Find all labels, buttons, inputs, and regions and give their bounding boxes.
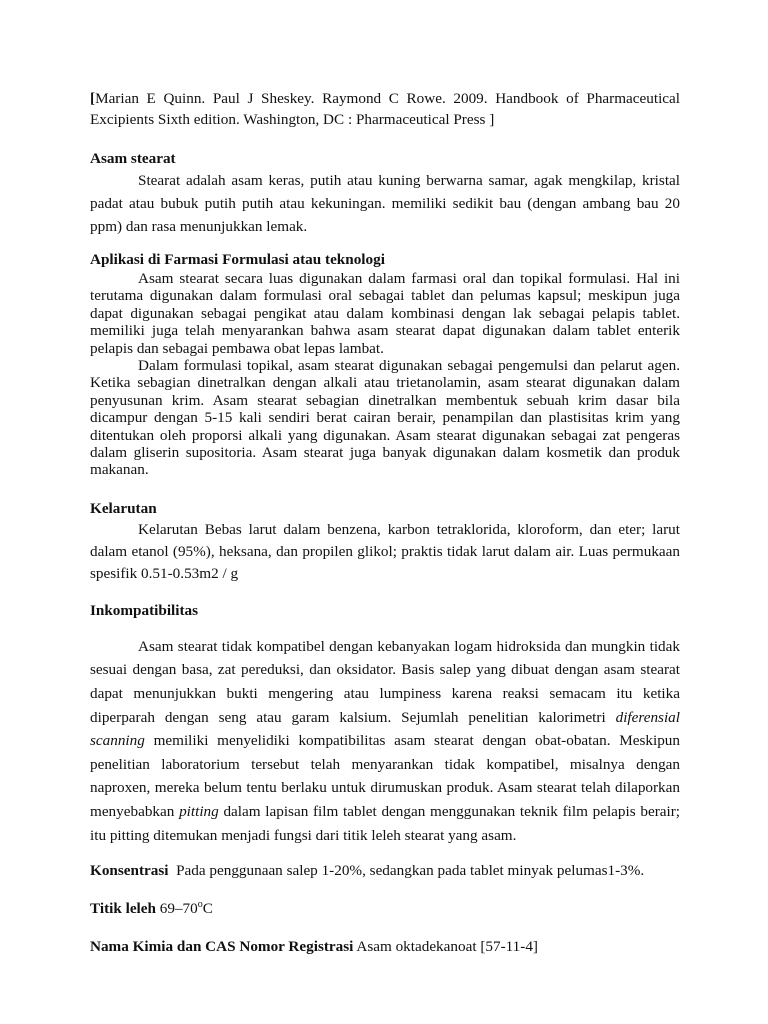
konsentrasi-value: Pada penggunaan salep 1-20%, sedangkan pada tablet minyak pelumas1-3%. [168,862,645,880]
inkompatibilitas-italic-2: pitting [179,803,219,821]
citation-text: Marian E Quinn. Paul J Sheskey. Raymond C Rowe. 2009. Handbook of Pharmaceutical Excipients Sixth edition. Washington, DC : Pharmaceutical Press ] [90,90,680,128]
document-page [90,88,680,957]
inkompatibilitas-text-1: Asam stearat tidak kompatibel dengan kebanyakan logam hidroksida dan mungkin tidak sesuai dengan basa, zat pereduksi, dan oksidator. Basis salep yang dibuat dengan asam stearat dapat menunjukkan bukti mengering atau lumpiness karena reaksi semacam itu ketika diperparah dengan seng atau garam kalsium. Sejumlah penelitian kalorimetri [90,637,680,726]
inkompatibilitas-italic-1: diferensial scanning [90,708,680,750]
section-asam-stearat [90,148,680,238]
titik-leleh-unit: C [202,900,213,918]
body-kelarutan: Kelarutan Bebas larut dalam benzena, karbon tetraklorida, kloroform, dan eter; larut dalam etanol (95%), heksana, dan propilen glikol; praktis tidak larut dalam air. Luas permukaan spesifik 0.51-0.53m2 / g [90,520,680,582]
nama-kimia-line [90,936,680,957]
heading-inkompatibilitas: Inkompatibilitas [90,601,199,619]
citation-bracket: [ [90,90,96,107]
section-aplikasi [90,249,680,479]
section-inkompatibilitas [90,600,680,847]
body-inkompatibilitas [90,635,680,847]
titik-leleh-label: Titik leleh [90,900,156,918]
nama-kimia-value: Asam oktadekanoat [57-11-4] [353,938,538,956]
body-aplikasi-para1: Asam stearat secara luas digunakan dalam farmasi oral dan topikal formulasi. Hal ini terutama digunakan dalam formulasi oral sebagai tablet dan pelumas kapsul; meskipun juga dapat digunakan sebagai pengikat atau dalam kombinasi dengan lak sebagai pelapis tablet. memiliki juga telah menyarankan bahwa asam stearat dapat digunakan dalam tablet enterik pelapis dan sebagai pembawa obat lepas lambat. [90,270,680,357]
heading-aplikasi: Aplikasi di Farmasi Formulasi atau teknologi [90,251,385,268]
body-asam-stearat: Stearat adalah asam keras, putih atau kuning berwarna samar, agak mengkilap, kristal padat atau bubuk putih putih atau kekuningan. memiliki sedikit bau (dengan ambang bau 20 ppm) dan rasa menunjukkan lemak. [90,172,680,235]
nama-kimia-label: Nama Kimia dan CAS Nomor Registrasi [90,938,354,956]
heading-asam-stearat: Asam stearat [90,150,176,167]
heading-kelarutan: Kelarutan [90,499,157,517]
section-kelarutan [90,498,680,585]
titik-leleh-value: 69–70 [155,900,198,918]
konsentrasi-line [90,860,680,881]
inkompatibilitas-text-3: dalam lapisan film tablet dengan menggunakan teknik film pelapis berair; itu pitting ditemukan menjadi fungsi dari titik leleh stearat yang asam. [90,803,680,844]
konsentrasi-label: Konsentrasi [90,862,169,880]
citation [90,88,680,130]
inkompatibilitas-text-2: memiliki menyelidiki kompatibilitas asam stearat dengan obat-obatan. Meskipun penelitian laboratorium tersebut telah menyarankan tidak kompatibel, misalnya dengan naproxen, mereka belum tentu berlaku untuk dirumuskan produk. Asam stearat telah dilaporkan menyebabkan [90,732,680,821]
body-aplikasi-para2: Dalam formulasi topikal, asam stearat digunakan sebagai pengemulsi dan pelarut agen. Ketika sebagian dinetralkan dengan alkali atau trietanolamin, asam stearat digunakan dalam penyusunan krim. Asam stearat sebagian dinetralkan membentuk sebuah krim dasar bila dicampur dengan 5-15 kali sendiri berat cairan berair, penampilan dan plastisitas krim yang ditentukan oleh proporsi alkali yang digunakan. Asam stearat digunakan sebagai zat pengeras dalam gliserin supositoria. Asam stearat juga banyak digunakan dalam kosmetik dan produk makanan. [90,357,680,479]
titik-leleh-degree: o [197,899,203,911]
titik-leleh-line [90,898,680,919]
